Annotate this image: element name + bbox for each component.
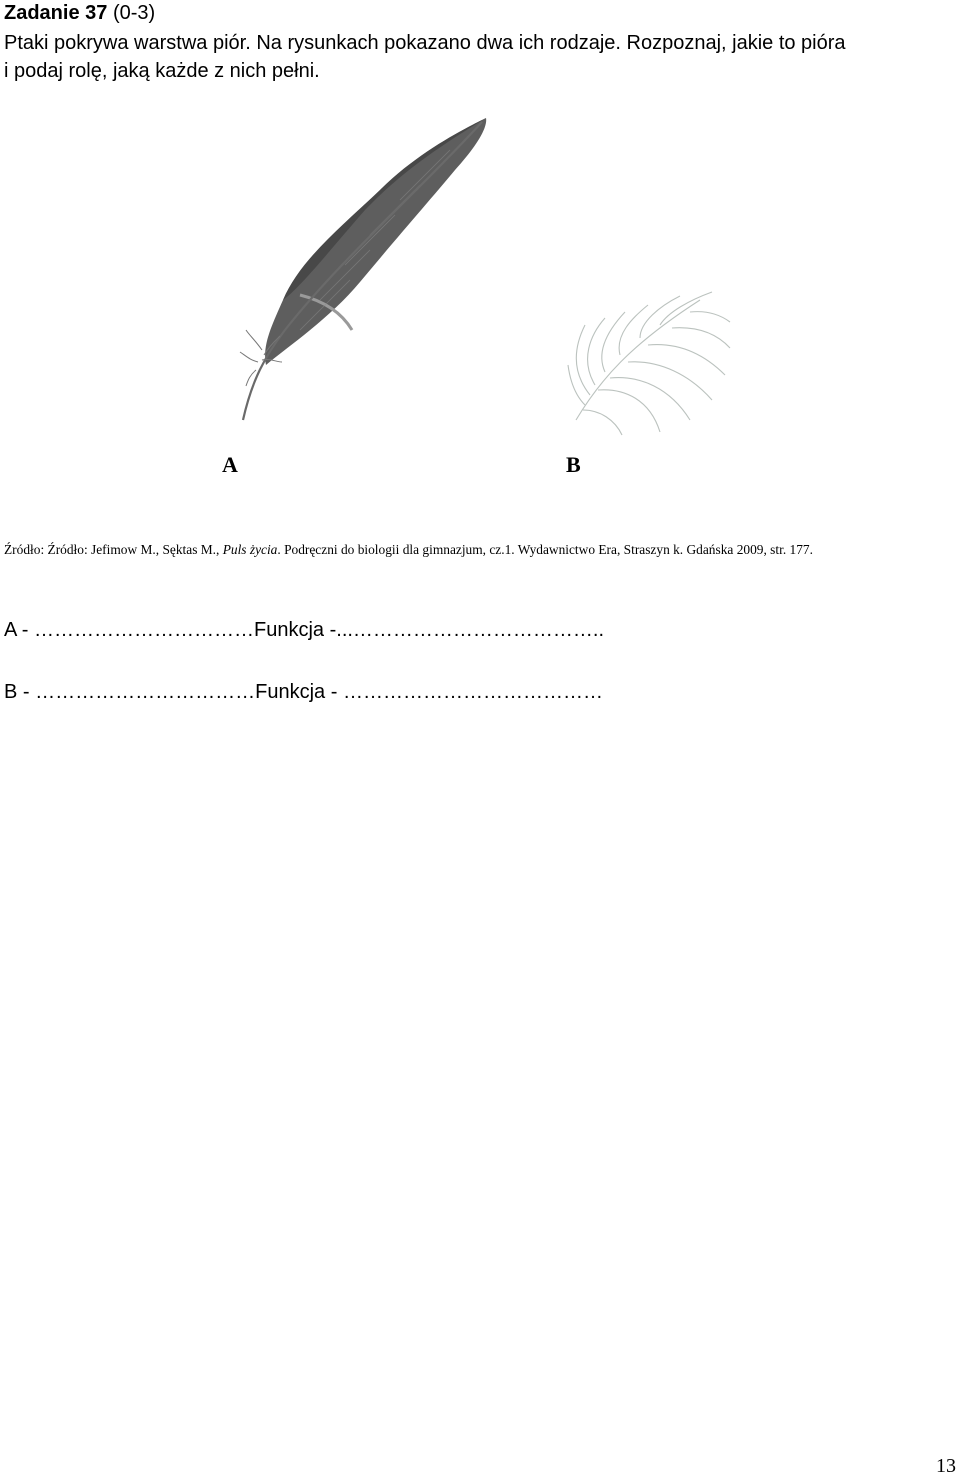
answer-b-function-dots[interactable]: …………………………………: [342, 681, 603, 703]
answer-a-function-dots[interactable]: ...………………………………..: [336, 619, 605, 641]
figure-label-b: B: [566, 452, 581, 477]
intro-line-2: i podaj rolę, jaką każde z nich pełni.: [4, 60, 320, 82]
answer-a-prefix: A -: [4, 619, 35, 641]
feather-b-drawing: [568, 292, 730, 435]
task-title: Zadanie 37: [4, 2, 108, 24]
source-citation: [4, 542, 813, 558]
answer-b-dots[interactable]: ……………………………: [35, 681, 256, 703]
task-points: (0-3): [107, 2, 156, 24]
source-suffix: . Podręczni do biologii dla gimnazjum, cz.1. Wydawnictwo Era, Straszyn k. Gdańska 2009, str. 177.: [277, 542, 813, 557]
answer-a-function-label: Funkcja -: [254, 619, 337, 641]
answer-a-dots[interactable]: ……………………………: [34, 619, 255, 641]
page-number: 13: [936, 1455, 956, 1477]
answer-b-function-label: Funkcja -: [255, 681, 343, 703]
answer-line-a[interactable]: [4, 619, 604, 642]
feathers-illustration: [0, 88, 960, 448]
intro-line-1: Ptaki pokrywa warstwa piór. Na rysunkach pokazano dwa ich rodzaje. Rozpoznaj, jakie to pióra: [4, 32, 846, 54]
source-title: Puls życia: [222, 542, 278, 557]
answer-b-prefix: B -: [4, 681, 36, 703]
task-intro: [4, 29, 954, 85]
figure-label-a: A: [222, 452, 238, 477]
answer-line-b[interactable]: [4, 681, 603, 704]
task-header: [4, 0, 155, 26]
source-prefix: Źródło: Źródło: Jefimow M., Sęktas M.,: [4, 542, 223, 557]
feather-a-drawing: [240, 118, 486, 420]
